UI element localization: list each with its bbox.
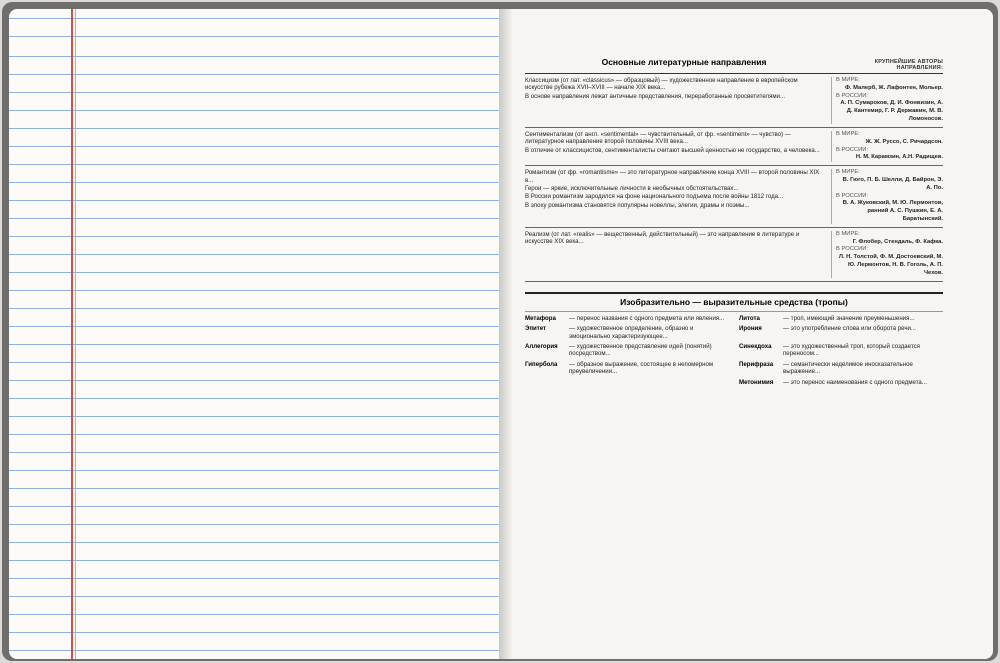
trope-term: Эпитет [525,325,547,333]
tropes-title: Изобразительно — выразительные средства (тропы) [525,292,943,307]
trope-term: Метафора [525,314,556,322]
trope-definition: — художественное представление идей (понятий) посредством... [569,342,712,358]
direction-block [525,166,943,228]
trope-definition [569,379,731,386]
trope-term: Гипербола [525,360,558,368]
margin-line [71,9,73,659]
authors-russia: Н. М. Карамзин, А.Н. Радищев. [855,154,943,161]
region-label-russia: В РОССИИ: [836,192,869,199]
direction-authors [832,77,943,124]
trope-item [739,379,945,386]
trope-definition: — художественное определение, образно и эмоционально характеризующее... [569,325,694,340]
authors-russia: Л. Н. Толстой, Ф. М. Достоевский, М. Ю. Лермонтов, Н. В. Гоголь, А. П. Чехов. [838,254,943,276]
direction-authors [832,231,943,278]
direction-paragraph: Сентиментализм (от англ. «sentimental» — чувствительный, от фр. «sentiment» — чувство) — литературное направление второй половины XVIII века... [525,130,791,146]
direction-paragraph: Романтизм (от фр. «romantisme» — это литературное направление конца XVIII — второй половины XIX в... [525,169,820,184]
direction-text [525,77,832,124]
direction-text [525,169,832,224]
direction-paragraph: В основе направления лежат античные представления, переработанные просветителями... [525,92,786,100]
trope-item [739,343,945,358]
left-ruled-page [9,9,499,659]
authors-world: Ж. Ж. Руссо, С. Ричардсон. [865,138,943,145]
directions-table-header [525,55,943,74]
trope-term: Перифраза [739,360,774,368]
region-label-russia: В РОССИИ: [836,246,869,253]
page-gutter-shadow [499,9,513,659]
trope-definition: — это перенос наименования с одного предмета... [783,378,927,386]
directions-list [525,74,943,282]
direction-paragraph: Герои — яркие, исключительные личности в необычных обстоятельствах... [525,184,739,192]
trope-item [525,343,731,358]
trope-term: Метонимия [739,378,774,386]
authors-russia: В. А. Жуковский, М. Ю. Лермонтов, ранний А. С. Пушкин, Е. А. Баратынский. [842,200,943,222]
authors-world: Г. Флобер, Стендаль, Ф. Кафка. [852,238,943,245]
direction-block [525,74,943,128]
right-reference-page [499,9,993,659]
region-label-world: В МИРЕ: [836,77,860,83]
authors-world: Ф. Малерб, Ж. Лафонтен, Мольер. [844,84,943,91]
trope-definition: — семантически неделимое иносказательное выражение... [783,360,913,376]
direction-block [525,128,943,166]
trope-term: Синекдоха [739,342,772,350]
direction-paragraph: Классицизм (от лат. «classicus» — образцовый) — художественное направление в европейском искусстве рубежа XVII–XVIII — начале XIX века... [525,77,798,92]
trope-item [525,379,731,386]
direction-block [525,228,943,282]
trope-definition: — это употребление слова или оборота речи... [783,325,916,333]
trope-definition: — образное выражение, состоящее в непомерном преувеличении... [569,360,714,376]
trope-item [739,315,945,322]
direction-authors [832,131,943,162]
trope-item [525,325,731,340]
region-label-world: В МИРЕ: [836,169,860,176]
trope-item [525,315,731,322]
trope-item [739,325,945,340]
authors-russia: А. П. Сумароков, Д. И. Фонвизин, А. Д. Кантемир, Г. Р. Державин, М. В. Ломоносов. [840,100,943,123]
authors-world: В. Гюго, П. Б. Шелли, Д. Байрон, Э. А. По. [842,176,943,191]
trope-term: Ирония [739,325,762,333]
direction-authors [832,169,943,224]
notebook-spread [2,2,998,661]
direction-paragraph: Реализм (от лат. «realis» — вещественный, действительный) — это направление в литературе и искусстве XIX века... [525,230,800,246]
authors-column-header: КРУПНЕЙШИЕ АВТОРЫ НАПРАВЛЕНИЯ: [874,59,943,71]
region-label-russia: В РОССИИ: [836,92,869,99]
trope-term: Аллегория [525,342,558,350]
trope-term [525,379,569,386]
trope-item [525,361,731,376]
trope-term: Литота [739,314,760,322]
trope-definition: — это художественный троп, который создается переносом... [783,342,920,358]
trope-item [739,361,945,376]
direction-paragraph: В отличие от классицистов, сентименталисты считают высшей ценностью не государство, а человека... [525,146,820,154]
direction-paragraph: В России романтизм зародился на фоне национального подъема после войны 1812 года... [525,193,784,201]
region-label-world: В МИРЕ: [836,230,860,237]
direction-paragraph: В эпоху романтизма становятся популярны новеллы, элегии, драмы и поэмы... [525,201,750,209]
trope-definition: — перенос названия с одного предмета или явления... [569,314,725,322]
directions-title: Основные литературные направления [601,57,767,67]
direction-text [525,131,832,162]
tropes-grid [525,311,943,389]
direction-text [525,231,832,278]
region-label-world: В МИРЕ: [836,130,860,137]
trope-definition: — троп, имеющий значение преуменьшения... [783,314,915,322]
region-label-russia: В РОССИИ: [836,146,869,153]
margin-line-secondary [75,9,76,659]
reference-content [525,55,943,389]
